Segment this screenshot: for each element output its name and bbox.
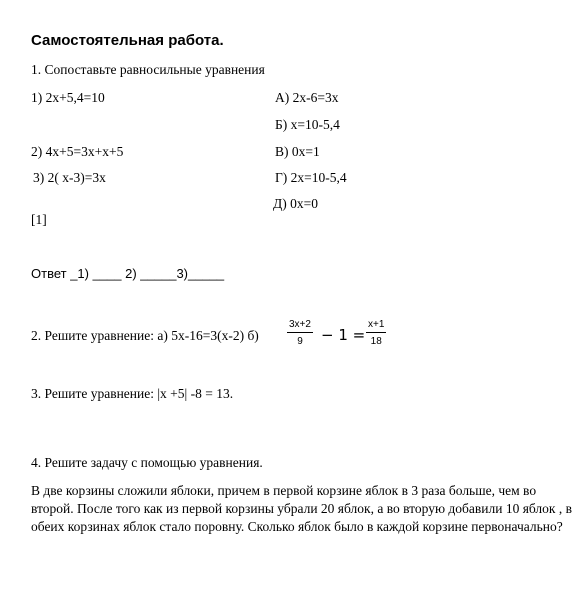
task1-answer-line: Ответ _1) ____ 2) _____3)_____ bbox=[31, 266, 225, 281]
task1-right-option-v: В) 0x=1 bbox=[275, 144, 320, 159]
task1-right-option-a: А) 2x-6=3x bbox=[275, 90, 339, 105]
fraction-2-bar bbox=[366, 332, 386, 333]
task1-right-option-g: Г) 2x=10-5,4 bbox=[275, 170, 347, 185]
fraction-2-denominator: 18 bbox=[370, 336, 382, 347]
task4-problem-text: В две корзины сложили яблоки, причем в первой корзине яблок в 3 раза больше, чем во второй. После того как из первой корзины убрали 20 яблок, а во вторую добавили 10 яблок , в обеих корзинах яблок стало поровну. Сколько яблок было в каждой корзине первоначально? bbox=[31, 483, 572, 534]
task1-left-equation-1: 1) 2x+5,4=10 bbox=[31, 90, 105, 105]
task3-text: 3. Решите уравнение: |x +5| -8 = 13. bbox=[31, 386, 234, 401]
task2-fraction-2 bbox=[366, 319, 386, 347]
task2-minus-one-equals: − 1 = bbox=[321, 326, 366, 344]
task1-right-option-d: Д) 0x=0 bbox=[273, 196, 318, 211]
fraction-1-bar bbox=[287, 332, 313, 333]
fraction-2-numerator: x+1 bbox=[368, 319, 385, 330]
task2-text: 2. Решите уравнение: а) 5x-16=3(x-2) б) bbox=[31, 328, 259, 343]
task4-heading: 4. Решите задачу с помощью уравнения. bbox=[31, 455, 263, 470]
fraction-1-denominator: 9 bbox=[297, 336, 303, 347]
task1-right-option-b: Б) x=10-5,4 bbox=[275, 117, 340, 132]
task1-left-equation-3: 3) 2( x-3)=3x bbox=[33, 170, 106, 185]
task1-left-equation-2: 2) 4x+5=3x+x+5 bbox=[31, 144, 124, 159]
fraction-1-numerator: 3x+2 bbox=[289, 319, 311, 330]
task2-fraction-1 bbox=[287, 319, 313, 347]
worksheet-title: Самостоятельная работа. bbox=[31, 32, 224, 49]
task1-heading: 1. Сопоставьте равносильные уравнения bbox=[31, 62, 265, 77]
task1-mark: [1] bbox=[31, 212, 47, 227]
